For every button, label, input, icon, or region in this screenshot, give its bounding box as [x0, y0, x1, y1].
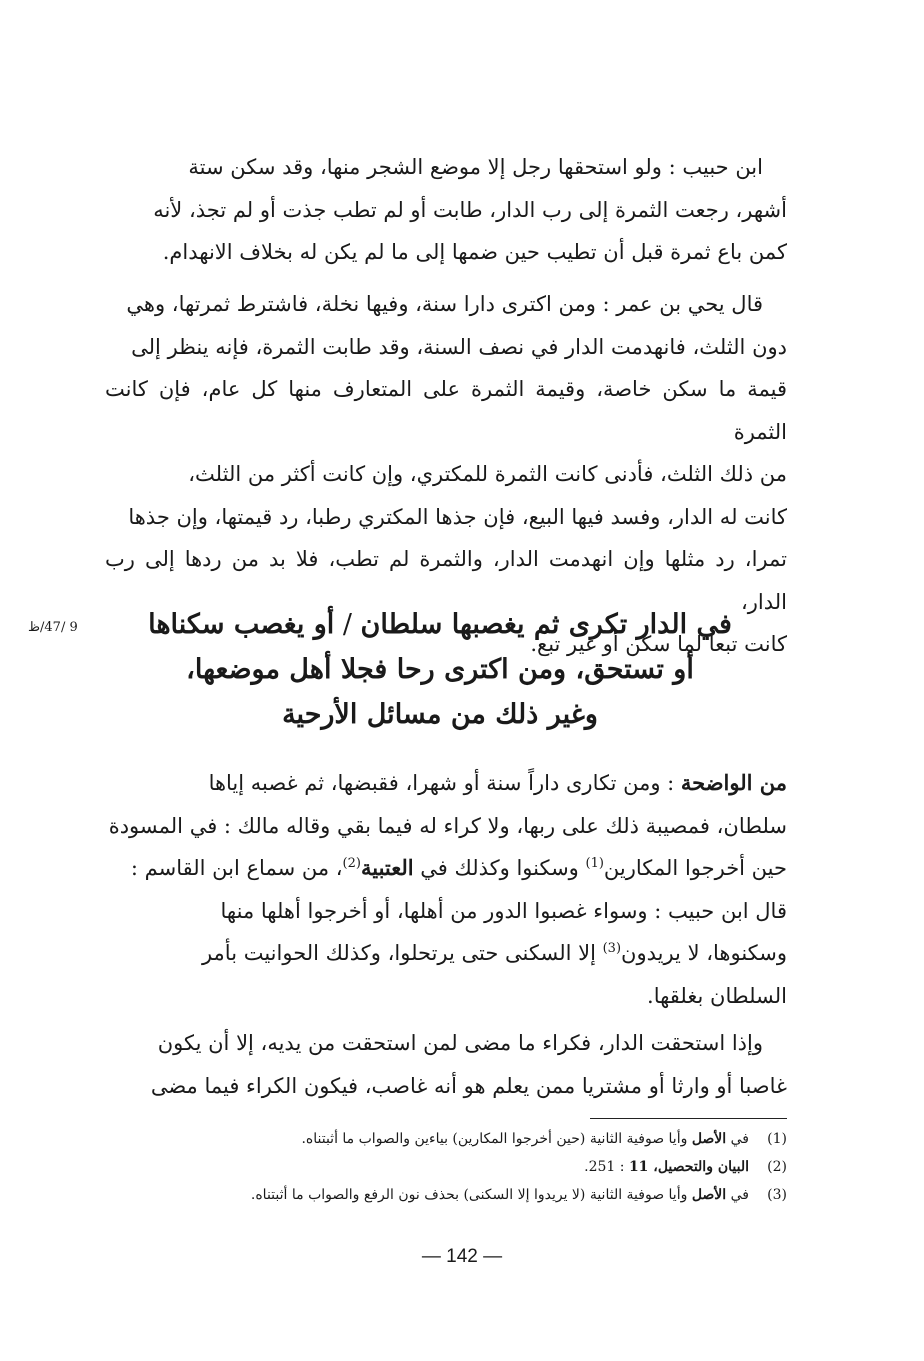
paragraph-3-line-3-c: ، من سماع ابن القاسم :: [130, 856, 343, 880]
paragraph-3-line-4: قال ابن حبيب : وسواء غصبوا الدور من أهلها، أو أخرجوا أهلها منها: [220, 898, 787, 923]
paragraph-3-line-2: سلطان، فمصيبة ذلك على ربها، ولا كراء له فيما بقي وقاله مالك : في المسودة: [108, 813, 787, 838]
paragraph-1-line-1: ابن حبيب : ولو استحقها رجل إلا موضع الشجر منها، وقد سكن ستة: [188, 155, 763, 179]
heading-line-2: أو تستحق، ومن اكترى رحا فجلا أهل موضعها،: [186, 654, 694, 685]
footnote-1-rest: وأيا صوفية الثانية (حين أخرجوا المكارين) بياءين والصواب ما أثبتناه.: [301, 1131, 692, 1147]
paragraph-3-lead: من الواضحة: [680, 770, 787, 795]
paragraph-1: [105, 146, 787, 274]
section-heading: [140, 602, 740, 737]
heading-folio-separator: /: [334, 609, 361, 640]
heading-line-3: وغير ذلك من مسائل الأرحية: [282, 699, 598, 730]
footnote-2-text: [105, 1153, 749, 1181]
paragraph-3-line-5-a: وسكنوها، لا يريدون: [621, 941, 787, 965]
paragraph-2-line-4: من ذلك الثلث، فأدنى كانت الثمرة للمكتري، وإن كانت أكثر من الثلث،: [188, 462, 787, 486]
paragraph-2-line-2: دون الثلث، فانهدمت الدار في نصف السنة، وقد طابت الثمرة، فإنه ينظر إلى: [131, 334, 787, 359]
paragraph-3-line-5-b: إلا السكنى حتى يرتحلوا، وكذلك الحوانيت بأمر: [201, 941, 603, 965]
heading-line-1-end: أو يغصب سكناها: [148, 609, 335, 640]
footnote-3-number: (3): [767, 1187, 787, 1203]
footnote-1-bold: الأصل: [691, 1131, 727, 1147]
paragraph-1-line-3: كمن باع ثمرة قبل أن تطيب حين ضمها إلى ما لم يكن له بخلاف الانهدام.: [162, 240, 787, 264]
footnote-2-bold: البيان والتحصيل، 11: [628, 1159, 749, 1175]
paragraph-3-line-3-a: حين أخرجوا المكارين: [603, 856, 787, 880]
footnote-2: [105, 1153, 787, 1181]
footnotes: [105, 1125, 787, 1209]
book-title-utbiyya: العتبية: [360, 855, 414, 880]
heading-line-1: [140, 602, 740, 647]
footnote-2-number: (2): [767, 1159, 787, 1175]
paragraph-4-line-1: وإذا استحقت الدار، فكراء ما مضى لمن استحقت من يديه، إلا أن يكون: [157, 1031, 763, 1055]
paragraph-3-line-6: السلطان بغلقها.: [647, 983, 787, 1008]
page-number: — 142 —: [421, 1246, 503, 1267]
footnote-ref-1: (1): [585, 856, 604, 871]
paragraph-2-line-1: قال يحي بن عمر : ومن اكترى دارا سنة، وفيها نخلة، فاشترط ثمرتها، وهي: [126, 292, 763, 316]
paragraph-3: [105, 762, 787, 1017]
paragraph-2-line-6: تمرا، رد مثلها وإن انهدمت الدار، والثمرة لم تطب، فلا بد من ردها إلى رب الدار،: [105, 547, 787, 614]
paragraph-2-line-5: كانت له الدار، وفسد فيها البيع، فإن جذها المكتري رطبا، رد قيمتها، وإن جذها: [128, 504, 787, 529]
paragraph-4: [105, 1022, 787, 1107]
footnote-ref-2: (2): [342, 856, 361, 871]
footnote-1-number: (1): [767, 1131, 787, 1147]
heading-line-1-start: في الدار تكرى ثم يغصبها سلطان: [360, 609, 732, 640]
margin-folio-note: 9 /47/ظ: [28, 620, 78, 635]
paragraph-3-line-1: [105, 762, 787, 805]
paragraph-3-line-5: [105, 932, 787, 975]
paragraph-3-line-1-rest: : ومن تكارى داراً سنة أو شهرا، فقبضها، ثم غصبه إياها: [208, 771, 681, 795]
footnote-3-rest: وأيا صوفية الثانية (لا يريدوا إلا السكنى) بحذف نون الرفع والصواب ما أثبتناه.: [250, 1187, 692, 1203]
footnote-3: [105, 1181, 787, 1209]
paragraph-4-line-2: غاصبا أو وارثا أو مشتريا ممن يعلم هو أنه غاصب، فيكون الكراء فيما مضى: [150, 1073, 787, 1098]
paragraph-2-line-7: كانت تبعا لما سكن أو غير تبع.: [530, 632, 787, 656]
footnote-1-text: [105, 1125, 749, 1153]
footnote-3-prefix: في: [726, 1187, 749, 1203]
paragraph-1-line-2: أشهر، رجعت الثمرة إلى رب الدار، طابت أو لم تطب جذت أو لم تجذ، لأنه: [153, 197, 787, 222]
footnote-divider: [590, 1118, 787, 1119]
paragraph-2-line-3: قيمة ما سكن خاصة، وقيمة الثمرة على المتعارف منها كل عام، فإن كانت الثمرة: [105, 377, 787, 444]
paragraph-3-line-3-b: وسكنوا وكذلك في: [413, 856, 586, 880]
footnote-3-text: [105, 1181, 749, 1209]
footnote-1: [105, 1125, 787, 1153]
paragraph-3-line-3: [105, 847, 787, 890]
footnote-1-prefix: في: [726, 1131, 749, 1147]
footnote-3-bold: الأصل: [691, 1187, 727, 1203]
footnote-ref-3: (3): [602, 941, 622, 956]
footnote-2-rest: : 251.: [584, 1159, 629, 1175]
